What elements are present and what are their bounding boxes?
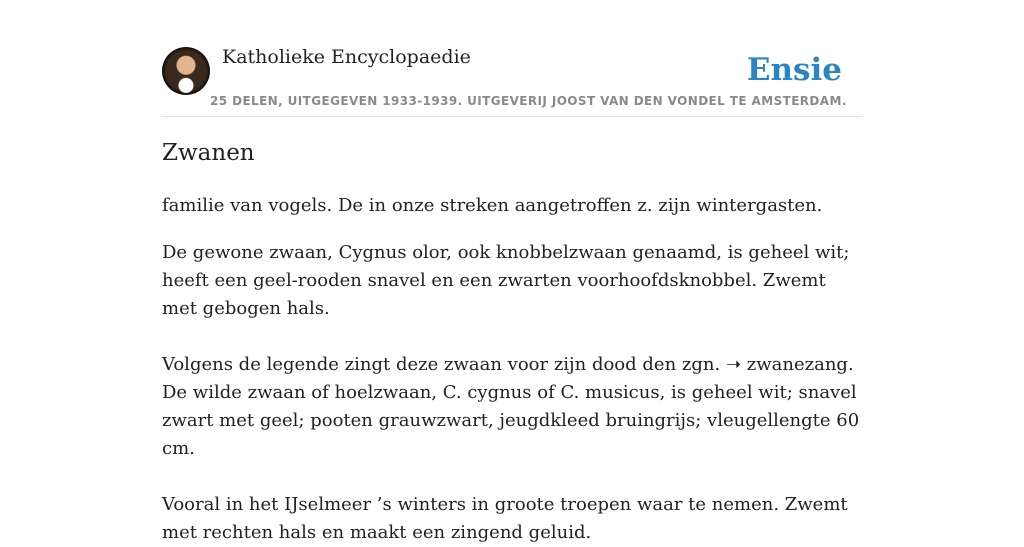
publication-subtitle: 25 DELEN, UITGEGEVEN 1933-1939. UITGEVERIJ JOOST VAN DEN VONDEL TE AMSTERDAM.	[210, 94, 847, 108]
article-paragraph: Vooral in het IJselmeer ’s winters in groote troepen waar te nemen. Zwemt met rechten hals en maakt een zingend geluid.	[162, 494, 848, 543]
site-header	[162, 0, 862, 117]
article-paragraph: familie van vogels. De in onze streken aangetroffen z. zijn wintergasten.	[162, 195, 823, 216]
paragraph-text: . De wilde zwaan of hoelzwaan, C. cygnus of C. musicus, is geheel wit; snavel zwart met geel; pooten grauwzwart, jeugdkleed bruingrijs; vleugellengte 60 cm.	[162, 354, 860, 459]
author-portrait-avatar[interactable]	[162, 47, 210, 95]
article-paragraph	[162, 351, 862, 463]
article-paragraph: De gewone zwaan, Cygnus olor, ook knobbelzwaan genaamd, is geheel wit; heeft een geel-rooden snavel en een zwarten voorhoofdsknobbel. Zwemt met gebogen hals.	[162, 242, 850, 319]
ensie-logo-link[interactable]: Ensie	[746, 52, 842, 88]
paragraph-text: Volgens de legende zingt deze zwaan voor zijn dood den zgn.	[162, 354, 726, 375]
article-title: Zwanen	[162, 140, 255, 166]
cross-reference-link-zwanezang[interactable]: ➝ zwanezang	[725, 354, 848, 375]
page	[162, 0, 862, 543]
publication-title[interactable]: Katholieke Encyclopaedie	[222, 46, 471, 68]
article-body	[162, 192, 862, 547]
